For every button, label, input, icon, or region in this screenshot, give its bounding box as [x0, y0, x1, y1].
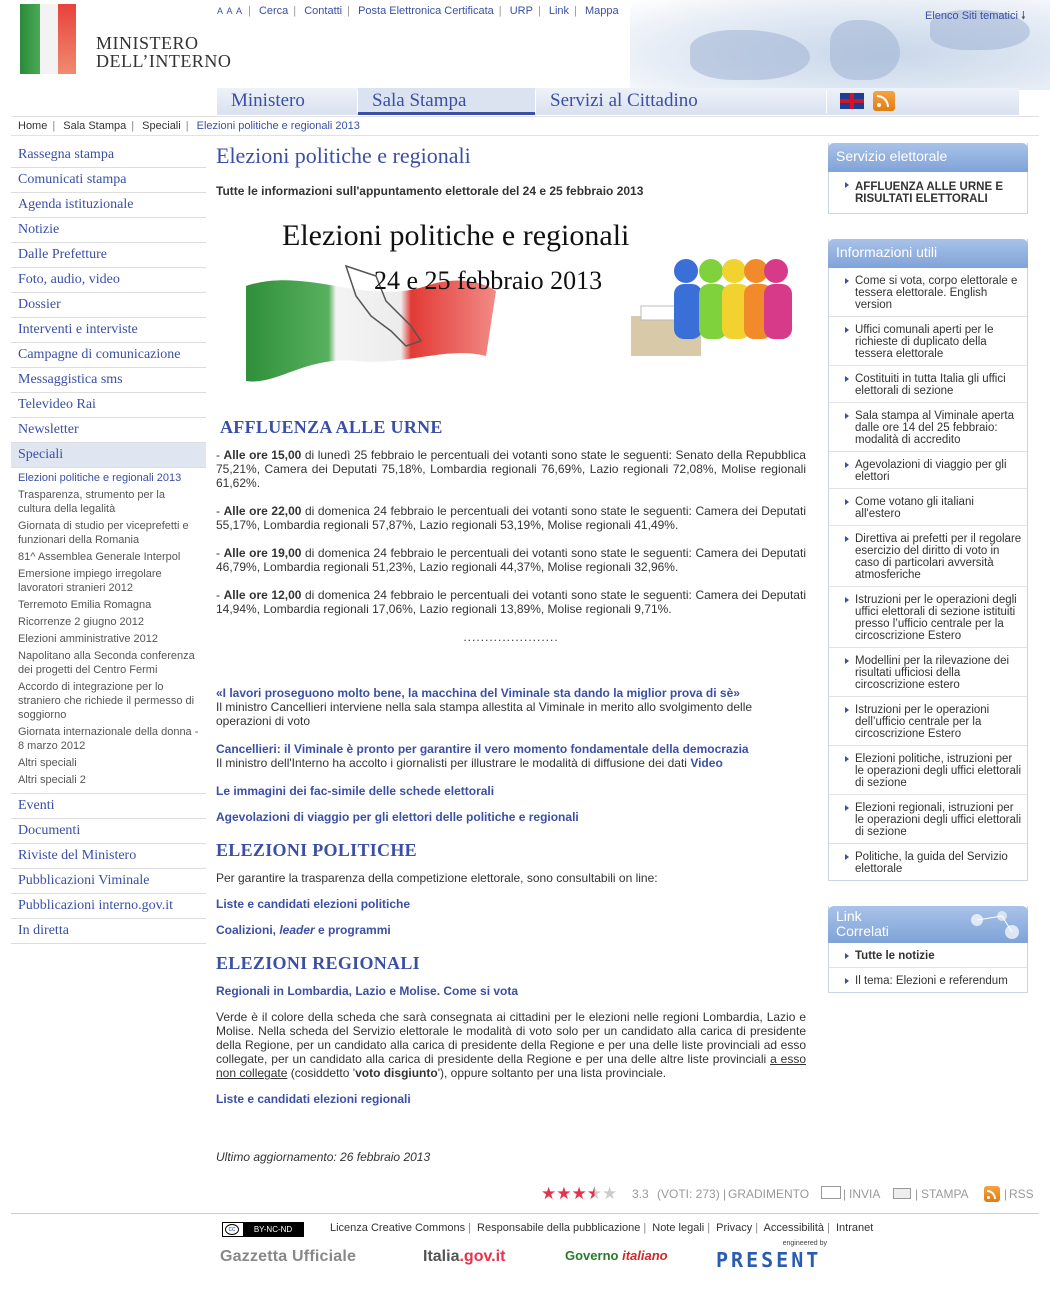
- main-content: [216, 143, 806, 1164]
- topnav-urp[interactable]: URP: [509, 5, 533, 17]
- affluenza-time: Alle ore 12,00: [223, 588, 302, 602]
- sidebar-item-eventi[interactable]: Eventi: [11, 794, 206, 819]
- mail-icon[interactable]: [821, 1186, 841, 1199]
- left-sidebar-nav: [11, 143, 206, 944]
- coalizioni-link[interactable]: [216, 923, 391, 937]
- ministry-logo[interactable]: [20, 4, 240, 76]
- english-flag-icon[interactable]: [840, 93, 864, 109]
- box-title-line: Correlati: [836, 923, 889, 939]
- governo-logo-part: italiano: [618, 1248, 668, 1263]
- sidebar-item-dalle-prefetture[interactable]: Dalle Prefetture: [11, 243, 206, 268]
- submenu-item-trasparenza[interactable]: Trasparenza, strumento per la cultura della legalità: [18, 489, 165, 515]
- sidebar-item-notizie[interactable]: Notizie: [11, 218, 206, 243]
- box-title: Servizio elettorale: [828, 143, 1028, 172]
- rating-votes: (VOTI: 273): [657, 1187, 720, 1201]
- news-description: Il ministro Cancellieri interviene nella sala stampa allestita al Viminale in merito allo svolgimento delle operazioni di voto: [216, 700, 753, 728]
- main-nav: [217, 88, 1019, 115]
- sidebar-item-rassegna-stampa[interactable]: Rassegna stampa: [11, 143, 206, 168]
- coalizioni-link-part: Coalizioni,: [216, 923, 280, 937]
- affluenza-prefix: -: [216, 448, 224, 462]
- election-banner-image: [246, 216, 806, 391]
- affluenza-text: di domenica 24 febbraio le percentuali dei votanti sono state le seguenti: Camera dei Deputati 14,94%, Lombardia regionali 17,06%, Lazio regionali 13,89%, Molise regionali 9,71%.: [216, 588, 806, 616]
- submenu-item-amministrative[interactable]: Elezioni amministrative 2012: [18, 633, 159, 645]
- italia-gov-logo[interactable]: [423, 1248, 505, 1266]
- informazioni-utili-box: [828, 239, 1028, 881]
- servizio-elettorale-box: [828, 143, 1028, 214]
- star-half-icon[interactable]: ★: [586, 1184, 602, 1203]
- sidebar-item-campagne[interactable]: Campagne di comunicazione: [11, 343, 206, 368]
- top-utility-nav: A A A | Cerca | Contatti | Posta Elettronica Certificata | URP | Link | Mappa: [217, 5, 619, 17]
- submenu-item-elezioni-2013[interactable]: Elezioni politiche e regionali 2013: [18, 472, 182, 484]
- regionali-heading: ELEZIONI REGIONALI: [216, 953, 420, 973]
- submenu-item-giornata-romania[interactable]: Giornata di studio per viceprefetti e funzionari della Romania: [18, 520, 189, 546]
- affluenza-prefix: -: [216, 588, 224, 602]
- sidebar-item-comunicati-stampa[interactable]: Comunicati stampa: [11, 168, 206, 193]
- news-item: [216, 784, 806, 798]
- affluenza-prefix: -: [216, 504, 224, 518]
- footer-accessibilita[interactable]: Accessibilità: [763, 1222, 825, 1234]
- rating-bar: ★★★★★ 3.3 (VOTI: 273) | GRADIMENTO | INVIA | STAMPA | RSS: [541, 1184, 1034, 1203]
- footer-intranet[interactable]: Intranet: [835, 1222, 874, 1234]
- breadcrumb-current: Elezioni politiche e regionali 2013: [196, 120, 360, 132]
- info-item[interactable]: Elezioni politiche, istruzioni per le operazioni degli uffici elettorali di sezione: [829, 745, 1027, 794]
- submenu-item-altri-speciali[interactable]: Altri speciali: [18, 757, 77, 769]
- nav-ministero[interactable]: Ministero: [231, 90, 305, 111]
- nav-servizi-cittadino[interactable]: Servizi al Cittadino: [550, 90, 698, 111]
- present-logo[interactable]: [716, 1240, 831, 1270]
- affluenza-paragraph: [216, 504, 806, 532]
- header: [0, 0, 1050, 90]
- liste-politiche-link[interactable]: Liste e candidati elezioni politiche: [216, 897, 411, 911]
- box-title: Informazioni utili: [828, 239, 1028, 268]
- footer-privacy[interactable]: Privacy: [716, 1222, 753, 1234]
- rss-icon[interactable]: [873, 91, 895, 111]
- italia-logo-part: Italia: [423, 1248, 460, 1265]
- tutte-le-notizie-link[interactable]: Tutte le notizie: [829, 943, 1027, 967]
- info-item[interactable]: Elezioni regionali, istruzioni per le operazioni degli uffici elettorali di sezione: [829, 794, 1027, 843]
- box-title-line: Link: [836, 908, 862, 924]
- sidebar-item-foto-audio-video[interactable]: Foto, audio, video: [11, 268, 206, 293]
- creative-commons-badge[interactable]: [222, 1222, 304, 1237]
- star-icon[interactable]: ★: [571, 1184, 587, 1203]
- footer-licenza[interactable]: Licenza Creative Commons: [330, 1222, 466, 1234]
- present-wordmark: PRESENT: [716, 1248, 822, 1272]
- politiche-heading: ELEZIONI POLITICHE: [216, 840, 417, 860]
- submenu-item-giornata-donna[interactable]: Giornata internazionale della donna - 8 marzo 2012: [18, 726, 199, 752]
- submenu-item-ricorrenze[interactable]: Ricorrenze 2 giugno 2012: [18, 616, 144, 628]
- gradimento-link[interactable]: GRADIMENTO: [728, 1187, 810, 1201]
- rss-feed-icon[interactable]: [984, 1186, 1000, 1202]
- tema-elezioni-link[interactable]: Il tema: Elezioni e referendum: [829, 967, 1027, 992]
- submenu-item-accordo-integrazione[interactable]: Accordo di integrazione per lo straniero che richiede il permesso di soggiorno: [18, 681, 195, 721]
- news-item: [216, 897, 806, 911]
- star-rating[interactable]: [541, 1185, 617, 1202]
- coalizioni-link-part: e programmi: [314, 923, 391, 937]
- text-size-control[interactable]: A A A: [217, 6, 244, 16]
- info-item[interactable]: Modellini per la rilevazione dei risultati ufficiosi della circoscrizione estero: [829, 647, 1027, 696]
- video-link[interactable]: Video: [690, 756, 723, 770]
- info-item[interactable]: Istruzioni per le operazioni dell’ufficio centrale per la circoscrizione Estero: [829, 696, 1027, 745]
- info-item[interactable]: Sala stampa al Viminale aperta dalle ore 14 del 25 febbraio: modalità di accredito: [829, 402, 1027, 451]
- footer-note-legali[interactable]: Note legali: [652, 1222, 705, 1234]
- stampa-link[interactable]: STAMPA: [921, 1187, 969, 1201]
- invia-link[interactable]: INVIA: [849, 1187, 881, 1201]
- fac-simile-link[interactable]: Le immagini dei fac-simile delle schede elettorali: [216, 784, 495, 798]
- info-item[interactable]: Istruzioni per le operazioni degli uffici elettorali di sezione istituiti presso l’ufficio centrale per la circoscrizione Estero: [829, 586, 1027, 647]
- page-title: Elezioni politiche e regionali: [216, 143, 471, 168]
- regionali-text: Verde è il colore della scheda che sarà consegnata ai cittadini per le elezioni nelle regioni Lombardia, Lazio e Molise. Nella scheda del Servizio elettorale le modalità di voto solo per un candidato alla carica di presidente della Regione, per un candidato alla carica di presidente della Regione e per una delle liste provinciali ad esso collegate, per un candidato alla carica di presidente della Regione e per una delle altre liste provinciali: [216, 1010, 806, 1066]
- logo-line-2: DELL’INTERNO: [96, 51, 232, 71]
- affluenza-heading: AFFLUENZA ALLE URNE: [220, 417, 443, 437]
- affluenza-paragraph: [216, 546, 806, 574]
- topnav-cerca[interactable]: Cerca: [258, 5, 289, 17]
- network-bubbles-icon: [962, 908, 1022, 940]
- affluenza-time: Alle ore 15,00: [223, 448, 302, 462]
- cc-license: BY-NC-ND: [243, 1223, 303, 1236]
- news-item: [216, 1092, 806, 1106]
- breadcrumb: Home | Sala Stampa | Speciali | Elezioni politiche e regionali 2013: [11, 116, 1039, 136]
- regionali-text: (cosiddetto ': [287, 1066, 356, 1080]
- sidebar-item-dossier[interactable]: Dossier: [11, 293, 206, 318]
- sidebar-item-documenti[interactable]: Documenti: [11, 819, 206, 844]
- info-item[interactable]: Politiche, la guida del Servizio elettorale: [829, 843, 1027, 880]
- info-item[interactable]: Come si vota, corpo elettorale e tessera elettorale. English version: [829, 268, 1027, 316]
- affluenza-paragraph: [216, 588, 806, 616]
- star-icon[interactable]: ★: [602, 1184, 618, 1203]
- news-link-cancellieri[interactable]: Cancellieri: il Viminale è pronto per garantire il vero momento fondamentale della democrazia: [216, 742, 749, 756]
- submenu-item-emersione[interactable]: Emersione impiego irregolare lavoratori stranieri 2012: [18, 568, 162, 594]
- print-icon[interactable]: [893, 1188, 911, 1199]
- affluenza-prefix: -: [216, 546, 224, 560]
- regionali-underline: a esso non collegate: [216, 1052, 806, 1080]
- sidebar-item-pubblicazioni-viminale[interactable]: Pubblicazioni Viminale: [11, 869, 206, 894]
- cc-icon: cc: [225, 1224, 239, 1235]
- news-item: [216, 686, 806, 728]
- affluenza-text: di domenica 24 febbraio le percentuali dei votanti sono state le seguenti: Camera dei Deputati 55,17%, Lombardia regionali 57,87%, Lazio regionali 53,19%, Molise regionali 41,49%.: [216, 504, 806, 532]
- affluenza-text: di domenica 24 febbraio le percentuali dei votanti sono state le seguenti: Camera dei Deputati 46,79%, Lombardia regionali 51,23%, Lazio regionali 44,37%, Molise regionali 32,96%.: [216, 546, 806, 574]
- news-description: Il ministro dell'Interno ha accolto i giornalisti per illustrare le modalità di diffusione dei dati: [216, 756, 691, 770]
- elenco-siti-tematici-dropdown[interactable]: [925, 7, 1026, 26]
- info-item[interactable]: Agevolazioni di viaggio per gli elettori: [829, 451, 1027, 488]
- topnav-pec[interactable]: Posta Elettronica Certificata: [358, 5, 494, 17]
- affluenza-paragraph: [216, 448, 806, 490]
- news-item: [216, 984, 806, 998]
- star-icon[interactable]: ★: [541, 1184, 557, 1203]
- footer-responsabile[interactable]: Responsabile della pubblicazione: [477, 1222, 641, 1234]
- voters-figures-image: [586, 256, 796, 356]
- submenu-item-terremoto[interactable]: Terremoto Emilia Romagna: [18, 599, 152, 611]
- agevolazioni-link[interactable]: Agevolazioni di viaggio per gli elettori delle politiche e regionali: [216, 810, 579, 824]
- arrow-down-icon: 🠗: [1021, 10, 1026, 22]
- regionali-paragraph: [216, 1010, 806, 1080]
- rss-link[interactable]: RSS: [1009, 1187, 1034, 1201]
- submenu-item-napolitano[interactable]: Napolitano alla Seconda conferenza dei progetti del Centro Fermi: [18, 650, 195, 676]
- sidebar-item-televideo-rai[interactable]: Televideo Rai: [11, 393, 206, 418]
- voto-disgiunto: voto disgiunto: [355, 1066, 438, 1080]
- news-item: [216, 742, 806, 770]
- box-title: [828, 906, 1028, 943]
- breadcrumb-speciali[interactable]: Speciali: [142, 120, 181, 132]
- governo-italiano-logo[interactable]: [565, 1248, 668, 1263]
- sidebar-item-newsletter[interactable]: Newsletter: [11, 418, 206, 443]
- footer-links: Licenza Creative Commons | Responsabile della pubblicazione | Note legali | Privacy | Accessibilità | Intranet: [330, 1222, 874, 1234]
- info-item[interactable]: Uffici comunali aperti per le richieste di duplicato della tessera elettorale: [829, 316, 1027, 365]
- affluenza-risultati-link[interactable]: AFFLUENZA ALLE URNE E RISULTATI ELETTORALI: [829, 172, 1027, 213]
- sidebar-item-in-diretta[interactable]: In diretta: [11, 919, 206, 944]
- liste-regionali-link[interactable]: Liste e candidati elezioni regionali: [216, 1092, 411, 1106]
- banner-title: Elezioni politiche e regionali: [282, 219, 630, 252]
- coalizioni-link-leader: leader: [279, 923, 315, 937]
- affluenza-time: Alle ore 22,00: [223, 504, 302, 518]
- topnav-link[interactable]: Link: [548, 5, 570, 17]
- sidebar-item-messaggistica-sms[interactable]: Messaggistica sms: [11, 368, 206, 393]
- breadcrumb-home[interactable]: Home: [18, 120, 48, 132]
- governo-logo-part: Governo: [565, 1248, 619, 1263]
- banner-date: 24 e 25 febbraio 2013: [374, 266, 603, 295]
- politiche-text: Per garantire la trasparenza della competizione elettorale, sono consultabili on line:: [216, 871, 658, 885]
- info-item[interactable]: Come votano gli italiani all'estero: [829, 488, 1027, 525]
- star-icon[interactable]: ★: [556, 1184, 572, 1203]
- sidebar-item-pubblicazioni-interno[interactable]: Pubblicazioni interno.gov.it: [11, 894, 206, 919]
- info-item[interactable]: Costituiti in tutta Italia gli uffici elettorali di sezione: [829, 365, 1027, 402]
- news-item: [216, 923, 806, 937]
- logo-line-1: MINISTERO: [96, 33, 199, 53]
- breadcrumb-sala-stampa[interactable]: Sala Stampa: [63, 120, 127, 132]
- gazzetta-ufficiale-logo[interactable]: Gazzetta Ufficiale: [220, 1248, 357, 1265]
- nav-sala-stampa[interactable]: Sala Stampa: [358, 88, 535, 115]
- separator-dots: ......................: [463, 630, 559, 644]
- italia-logo-part: .gov.it: [459, 1248, 506, 1265]
- footer-divider: [11, 1213, 1039, 1214]
- right-sidebar: [828, 143, 1028, 1018]
- info-item[interactable]: Direttiva ai prefetti per il regolare esercizio del diritto di voto in caso di particolari avversità atmosferiche: [829, 525, 1027, 586]
- affluenza-text: di lunedì 25 febbraio le percentuali dei votanti sono state le seguenti: Senato della Repubblica 75,21%, Camera dei Deputati 75,18%, Lombardia regionali 76,69%, Lazio regionali 72,08%, Molise regionali 61,62%.: [216, 448, 806, 490]
- last-update: Ultimo aggiornamento: 26 febbraio 2013: [216, 1150, 431, 1164]
- speciali-submenu: [11, 468, 206, 794]
- elenco-label: Elenco Siti tematici: [925, 10, 1018, 22]
- topnav-contatti[interactable]: Contatti: [304, 5, 343, 17]
- news-link-lavori[interactable]: «I lavori proseguono molto bene, la macchina del Viminale sta dando la miglior prova di sè»: [216, 686, 740, 700]
- engineered-by-label: engineered by: [782, 1240, 827, 1247]
- affluenza-time: Alle ore 19,00: [223, 546, 302, 560]
- news-item: [216, 810, 806, 824]
- italian-flag-icon: [20, 4, 80, 74]
- regionali-come-si-vota-link[interactable]: Regionali in Lombardia, Lazio e Molise. Come si vota: [216, 984, 519, 998]
- sidebar-item-agenda-istituzionale[interactable]: Agenda istituzionale: [11, 193, 206, 218]
- rating-score: 3.3: [632, 1187, 649, 1201]
- sidebar-item-speciali[interactable]: Speciali: [11, 443, 206, 468]
- link-correlati-box: [828, 906, 1028, 993]
- submenu-item-altri-speciali-2[interactable]: Altri speciali 2: [18, 774, 86, 786]
- submenu-item-interpol[interactable]: 81^ Assemblea Generale Interpol: [18, 551, 181, 563]
- sidebar-item-interventi-interviste[interactable]: Interventi e interviste: [11, 318, 206, 343]
- topnav-mappa[interactable]: Mappa: [584, 5, 619, 17]
- regionali-text: '), oppure soltanto per una lista provinciale.: [437, 1066, 667, 1080]
- sidebar-item-riviste[interactable]: Riviste del Ministero: [11, 844, 206, 869]
- page-subtitle: Tutte le informazioni sull'appuntamento elettorale del 24 e 25 febbraio 2013: [216, 184, 644, 198]
